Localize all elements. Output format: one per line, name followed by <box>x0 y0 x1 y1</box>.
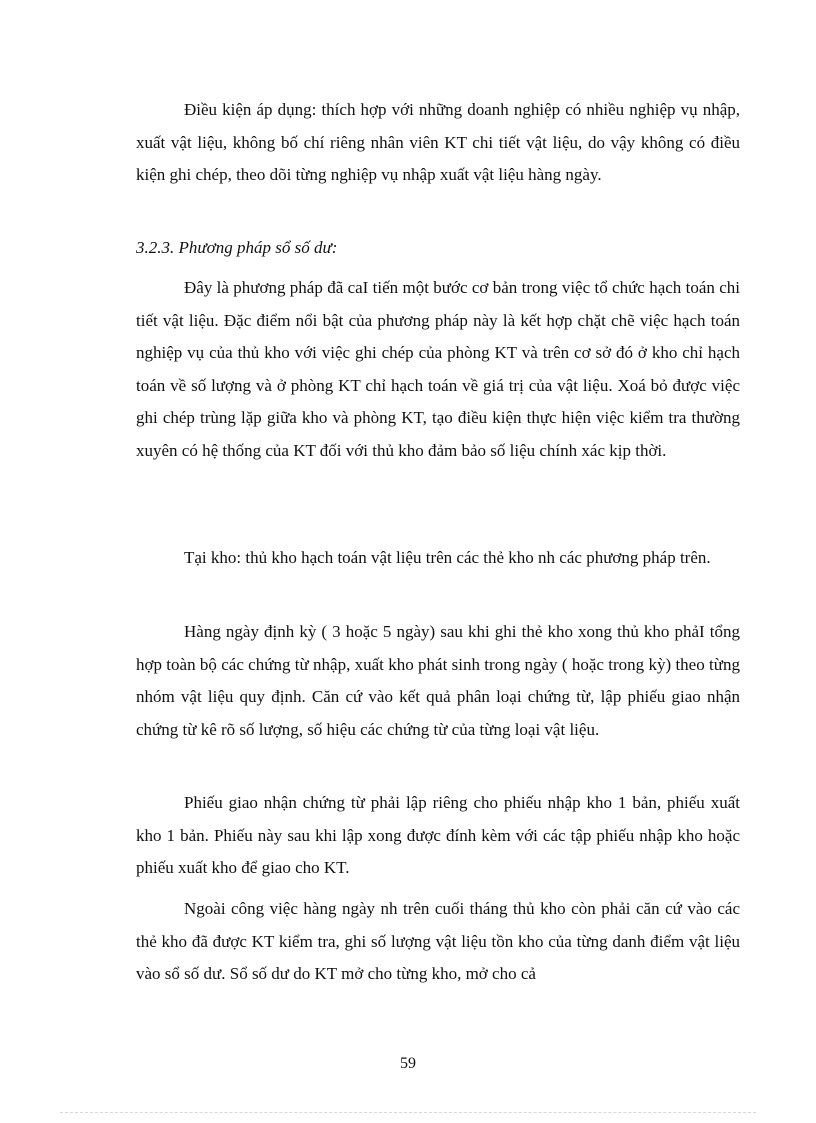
paragraph-month-end: Ngoài công việc hàng ngày nh trên cuối tháng thủ kho còn phải căn cứ vào các thẻ kho đã được KT kiểm tra, ghi số lượng vật liệu tồn kho của từng danh điểm vật liệu vào sổ số dư. Sổ số dư do KT mở cho từng kho, mở cho cả <box>136 899 740 983</box>
paragraph-method-description: Đây là phương pháp đã caI tiến một bước cơ bản trong việc tổ chức hạch toán chi tiết vật liệu. Đặc điểm nổi bật của phương pháp này là kết hợp chặt chẽ việc hạch toán nghiệp vụ của thủ kho với việc ghi chép của phòng KT và trên cơ sở đó ở kho chỉ hạch toán về số lượng và ở phòng KT chỉ hạch toán về giá trị của vật liệu. Xoá bỏ được việc ghi chép trùng lặp giữa kho và phòng KT, tạo điều kiện thực hiện việc kiểm tra thường xuyên có hệ thống của KT đối với thủ kho đảm bảo số liệu chính xác kịp thời. <box>136 278 740 460</box>
paragraph-delivery-receipt: Phiếu giao nhận chứng từ phải lập riêng cho phiếu nhập kho 1 bản, phiếu xuất kho 1 bản. Phiếu này sau khi lập xong được đính kèm với các tập phiếu nhập kho hoặc phiếu xuất kho để giao cho KT. <box>136 793 740 877</box>
page-bottom-divider <box>60 1112 756 1113</box>
paragraph-daily-periodic: Hàng ngày định kỳ ( 3 hoặc 5 ngày) sau khi ghi thẻ kho xong thủ kho phảI tổng hợp toàn bộ các chứng từ nhập, xuất kho phát sinh trong ngày ( hoặc trong kỳ) theo từng nhóm vật liệu quy định. Căn cứ vào kết quả phân loại chứng từ, lập phiếu giao nhận chứng từ kê rõ số lượng, số hiệu các chứng từ của từng loại vật liệu. <box>136 622 740 739</box>
section-heading: 3.2.3. Phương pháp sổ số dư: <box>136 238 338 257</box>
paragraph-application-conditions: Điều kiện áp dụng: thích hợp với những doanh nghiệp có nhiều nghiệp vụ nhập, xuất vật liệu, không bố chí riêng nhân viên KT chi tiết vật liệu, do vậy không có điều kiện ghi chép, theo dõi từng nghiệp vụ nhập xuất vật liệu hàng ngày. <box>136 100 740 184</box>
paragraph-at-warehouse: Tại kho: thủ kho hạch toán vật liệu trên các thẻ kho nh các phương pháp trên. <box>184 548 711 567</box>
page-number: 59 <box>400 1055 416 1072</box>
